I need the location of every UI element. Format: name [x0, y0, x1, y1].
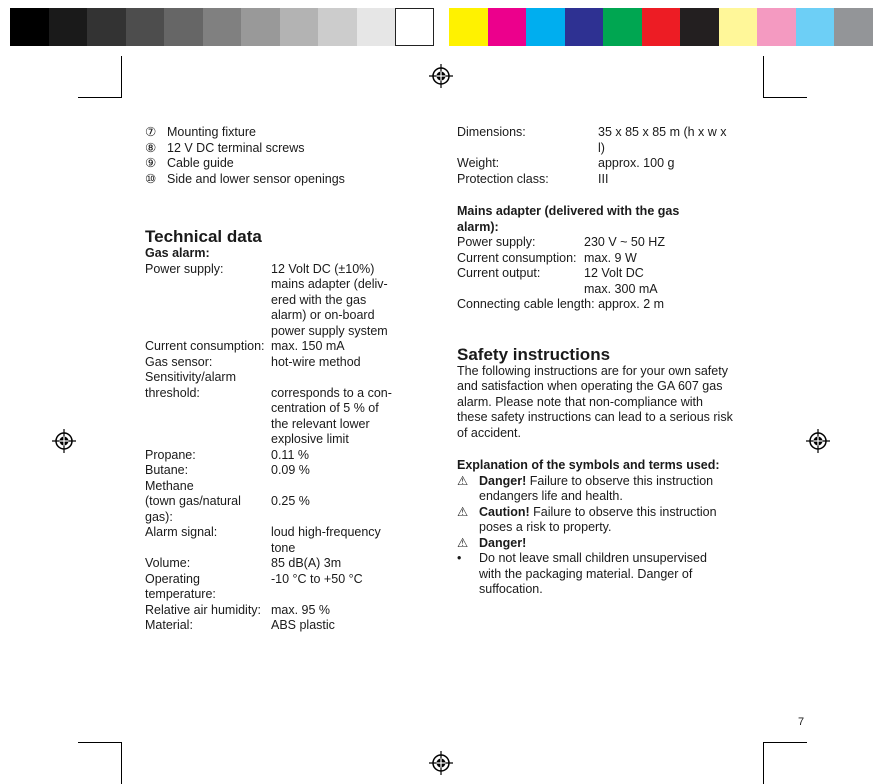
- spec-label: Relative air humidity:: [145, 602, 262, 617]
- color-swatch: [357, 8, 396, 46]
- spec-value-line: approx. 100 g: [598, 156, 675, 170]
- spec-label: Butane:: [145, 463, 189, 477]
- color-swatch: [164, 8, 203, 46]
- spec-row: [457, 251, 732, 267]
- spec-value: [271, 494, 395, 525]
- spec-row: [145, 355, 395, 371]
- spec-label: Current output:: [457, 266, 541, 280]
- symbol-text: [479, 551, 732, 598]
- spec-value: [271, 618, 395, 634]
- spec-value-line: 12 Volt DC: [584, 266, 644, 280]
- registration-mark-icon: [806, 429, 830, 453]
- spec-value: [271, 370, 395, 386]
- spec-value-line: 0.25 %: [271, 494, 310, 508]
- spec-value: [271, 355, 395, 371]
- spec-value: [271, 463, 395, 479]
- symbol-term: Danger!: [479, 535, 527, 550]
- color-swatch: [719, 8, 758, 46]
- symbols-list: [457, 474, 732, 598]
- spec-label: Gas sensor:: [145, 354, 213, 369]
- color-swatch: [757, 8, 796, 46]
- spec-label: Weight:: [457, 156, 500, 170]
- color-swatch: [87, 8, 126, 46]
- spec-row: [145, 479, 395, 495]
- left-column: [145, 125, 395, 634]
- color-swatch: [642, 8, 681, 46]
- warning-triangle-icon: ⚠: [457, 535, 469, 550]
- color-swatch: [318, 8, 357, 46]
- list-item: ⑨ Cable guide: [145, 156, 234, 170]
- crop-mark: [763, 742, 764, 784]
- right-column: [457, 125, 732, 598]
- spec-value-line: 0.09 %: [271, 463, 310, 477]
- spec-value: [271, 262, 395, 340]
- spec-value: [598, 172, 732, 188]
- bullet-icon: •: [457, 551, 462, 565]
- symbol-description: Failure to observe this instruction poses a risk to property.: [479, 504, 717, 534]
- gas-alarm-heading: Gas alarm:: [145, 246, 210, 260]
- parts-list: [145, 125, 395, 187]
- dimensions-spec-table: [457, 125, 732, 187]
- safety-instructions-heading: Safety instructions: [457, 344, 611, 364]
- color-swatch: [526, 8, 565, 46]
- spec-row: [457, 125, 732, 156]
- spec-value: [271, 525, 395, 556]
- color-swatch: [395, 8, 434, 46]
- spec-row: [145, 463, 395, 479]
- spec-value-line: III: [598, 171, 609, 186]
- symbol-item: [457, 474, 732, 505]
- cable-length: Connecting cable length: approx. 2 m: [457, 297, 665, 311]
- safety-intro: The following instructions are for your own safety and satisfaction when operating the GA 607 gas alarm. Please note that non-compliance with these safety instructions can lead to a serious risk of accident.: [457, 363, 733, 440]
- spec-label: Propane:: [145, 447, 196, 462]
- crop-mark: [121, 742, 122, 784]
- color-swatch: [796, 8, 835, 46]
- spec-row: [145, 618, 395, 634]
- spec-value-line: 35 x 85 x 85 m (h x w x l): [598, 125, 727, 155]
- spec-label: Alarm signal:: [145, 525, 218, 539]
- warning-triangle-icon: ⚠: [457, 504, 469, 519]
- spec-value-line: [271, 479, 395, 495]
- symbol-text: [479, 536, 526, 552]
- list-item: ⑩ Side and lower sensor openings: [145, 171, 345, 186]
- spec-label: Power supply:: [145, 261, 224, 276]
- crop-mark: [78, 97, 122, 98]
- gas-alarm-spec-table: [145, 262, 395, 634]
- symbol-description: Failure to observe this instruction endangers life and health.: [479, 473, 714, 503]
- spec-value-line: max. 95 %: [271, 602, 331, 617]
- spec-value-line: tone: [271, 540, 296, 555]
- spec-row: [145, 339, 395, 355]
- spec-row: [145, 525, 395, 556]
- spec-value-line: mains adapter (deliv-: [271, 277, 388, 291]
- symbol-text: [479, 505, 732, 536]
- spec-row: [457, 172, 732, 188]
- spec-value: [584, 235, 732, 251]
- mains-adapter-heading: Mains adapter (delivered with the gas alarm):: [457, 204, 680, 234]
- symbol-term: Danger!: [479, 473, 527, 488]
- spec-value-line: alarm) or on-board: [271, 308, 375, 322]
- spec-row: [145, 386, 395, 448]
- spec-value-line: the relevant lower: [271, 416, 370, 431]
- list-item: ⑧ 12 V DC terminal screws: [145, 140, 305, 155]
- list-item: ⑦ Mounting fixture: [145, 125, 256, 139]
- spec-value: [584, 266, 732, 297]
- spec-label: (town gas/natural gas):: [145, 494, 241, 524]
- spec-value-line: ered with the gas: [271, 292, 367, 307]
- spec-label: Operating temperature:: [145, 571, 216, 601]
- symbol-text: [479, 474, 732, 505]
- crop-mark: [121, 56, 122, 98]
- color-swatch: [449, 8, 488, 46]
- technical-data-heading: Technical data: [145, 227, 262, 246]
- symbol-item: [457, 551, 732, 598]
- spec-value-line: hot-wire method: [271, 354, 361, 369]
- spec-row: [457, 156, 732, 172]
- symbol-item: [457, 536, 732, 552]
- spec-label: Methane: [145, 478, 194, 493]
- registration-mark-icon: [429, 64, 453, 88]
- spec-label: threshold:: [145, 385, 200, 400]
- spec-value: [598, 125, 732, 156]
- spec-value-line: 0.11 %: [271, 447, 309, 462]
- spec-value-line: 230 V ~ 50 HZ: [584, 235, 665, 249]
- spec-value-line: max. 9 W: [584, 250, 637, 265]
- spec-value: [271, 339, 395, 355]
- spec-value: [271, 386, 395, 448]
- spec-label: Current consumption:: [145, 339, 265, 353]
- warning-triangle-icon: ⚠: [457, 473, 469, 488]
- spec-value: [584, 251, 732, 267]
- spec-row: [145, 603, 395, 619]
- crop-mark: [763, 742, 807, 743]
- crop-mark: [763, 97, 807, 98]
- spec-value-line: explosive limit: [271, 432, 349, 446]
- color-swatch: [126, 8, 165, 46]
- spec-value-line: power supply system: [271, 323, 388, 338]
- spec-value-line: ABS plastic: [271, 618, 335, 632]
- color-swatch: [603, 8, 642, 46]
- spec-label: Power supply:: [457, 235, 536, 249]
- spec-value-line: max. 300 mA: [584, 281, 658, 296]
- spec-value-line: loud high-frequency: [271, 525, 381, 539]
- spec-value-line: 12 Volt DC (±10%): [271, 261, 375, 276]
- crop-mark: [78, 742, 122, 743]
- color-swatch: [834, 8, 873, 46]
- registration-mark-icon: [429, 751, 453, 775]
- spec-value: [271, 603, 395, 619]
- spec-row: [457, 235, 732, 251]
- color-swatch: [203, 8, 242, 46]
- spec-label: Current consumption:: [457, 250, 577, 265]
- spec-row: [145, 262, 395, 340]
- color-swatch: [10, 8, 49, 46]
- spec-row: [457, 266, 732, 297]
- spec-row: [145, 572, 395, 603]
- spec-row: [145, 448, 395, 464]
- spec-row: [145, 370, 395, 386]
- spec-label: Sensitivity/alarm: [145, 370, 236, 384]
- crop-mark: [763, 56, 764, 98]
- spec-value-line: -10 °C to +50 °C: [271, 571, 363, 586]
- spec-value-line: centration of 5 % of: [271, 401, 379, 415]
- spec-value: [598, 156, 732, 172]
- color-swatch: [680, 8, 719, 46]
- spec-value: [271, 572, 395, 603]
- spec-value-line: corresponds to a con-: [271, 385, 392, 400]
- symbols-heading: Explanation of the symbols and terms used:: [457, 458, 720, 472]
- color-swatch: [241, 8, 280, 46]
- color-swatch: [280, 8, 319, 46]
- spec-row: [145, 556, 395, 572]
- registration-mark-icon: [52, 429, 76, 453]
- spec-row: [145, 494, 395, 525]
- spec-label: Dimensions:: [457, 125, 526, 139]
- page-number: 7: [798, 716, 805, 728]
- color-swatch: [49, 8, 88, 46]
- symbol-description: Do not leave small children unsupervised with the packaging material. Danger of suffocation.: [479, 551, 707, 596]
- color-swatch: [488, 8, 527, 46]
- spec-value: [271, 556, 395, 572]
- spec-value-line: max. 150 mA: [271, 339, 345, 353]
- spec-value: [271, 448, 395, 464]
- symbol-term: Caution!: [479, 504, 530, 519]
- spec-label: Material:: [145, 618, 193, 632]
- spec-label: Protection class:: [457, 171, 549, 186]
- spec-value-line: [271, 370, 395, 386]
- symbol-item: [457, 505, 732, 536]
- spec-value-line: 85 dB(A) 3m: [271, 556, 342, 570]
- spec-value: [271, 479, 395, 495]
- adapter-spec-table: [457, 235, 732, 297]
- color-swatch: [565, 8, 604, 46]
- spec-label: Volume:: [145, 556, 191, 570]
